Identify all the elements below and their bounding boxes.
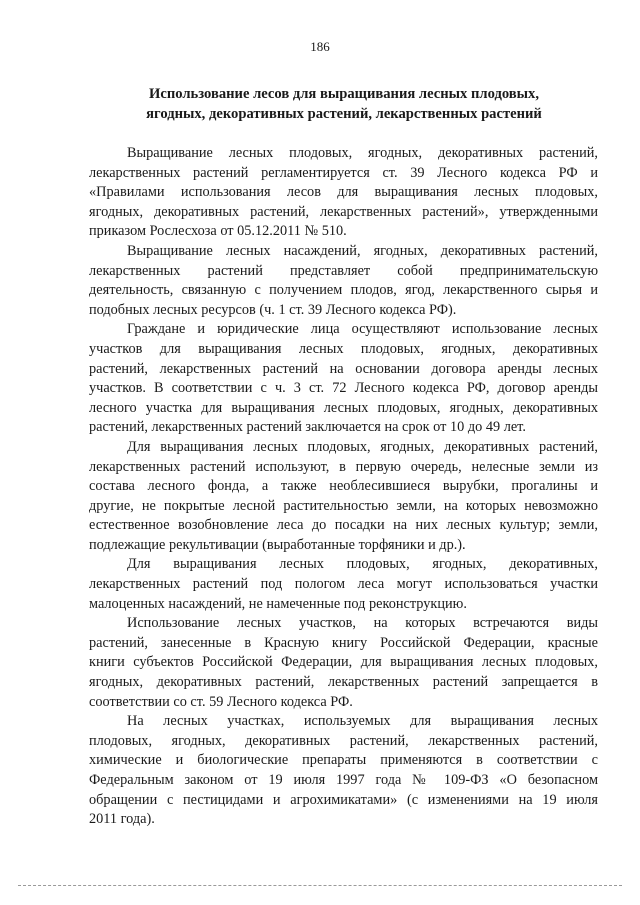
text-line: Для выращивания лесных плодовых, ягодных, декоративных, [127, 556, 598, 573]
paragraph [89, 614, 598, 712]
text-line: подлежащие рекультивации (выработанные торфяники и др.). [89, 536, 466, 553]
text-line: ягодных, декоративных растений, лекарственных растений запрещается в [89, 674, 598, 691]
text-line: На лесных участках, используемых для выращивания лесных [127, 713, 598, 730]
text-line: лесного участка для выращивания лесных плодовых, ягодных, декоративных [89, 399, 598, 416]
paragraph [89, 320, 598, 438]
text-line: 2011 года). [89, 811, 155, 828]
text-line: лекарственных растений представляет собой предпринимательскую [89, 262, 598, 279]
text-line: Для выращивания лесных плодовых, ягодных, декоративных растений, [127, 438, 598, 455]
text-line: Выращивание лесных насаждений, ягодных, декоративных растений, [127, 242, 598, 259]
paragraph [89, 712, 598, 830]
text-line: участков. В соответствии с ч. 3 ст. 72 Лесного кодекса РФ, договор аренды [89, 380, 598, 397]
text-line: растений, лекарственных растений заключается на срок от 10 до 49 лет. [89, 419, 526, 436]
text-line: естественное возобновление леса до посадки на них лесных культур; земли, [89, 517, 598, 534]
text-line: Федеральным законом от 19 июля 1997 года № 109-ФЗ «О безопасном [89, 772, 598, 788]
paragraph [89, 242, 598, 320]
text-line: другие, не покрытые лесной растительностью земли, на которых невозможно [89, 497, 598, 514]
text-line: растений, лекарственных растений на основании договора аренды лесных [89, 360, 598, 377]
text-line: приказом Рослесхоза от 05.12.2011 № 510. [89, 223, 347, 240]
text-line: лекарственных растений под пологом леса могут использоваться участки [89, 576, 598, 593]
paragraph [89, 144, 598, 242]
text-line: лекарственных растений используют, в первую очередь, нелесные земли из [89, 458, 598, 475]
text-line: обращении с пестицидами и агрохимикатами» (с изменениями на 19 июля [89, 791, 598, 808]
text-line: участков для выращивания лесных плодовых, ягодных, декоративных [89, 340, 598, 357]
text-line: растений, занесенные в Красную книгу Российской Федерации, красные [89, 634, 598, 651]
text-line: Использование лесных участков, на которых встречаются виды [127, 615, 598, 632]
section-title-line: ягодных, декоративных растений, лекарственных растений [146, 106, 542, 122]
section-title [90, 84, 598, 124]
text-line: химические и биологические препараты применяются в соответствии с [89, 752, 598, 769]
scan-edge-rule [18, 885, 622, 886]
text-line: подобных лесных ресурсов (ч. 1 ст. 39 Лесного кодекса РФ). [89, 301, 457, 318]
text-line: плодовых, ягодных, декоративных растений, лекарственных растений, [89, 732, 598, 749]
text-line: деятельность, связанную с получением плодов, ягод, лекарственного сырья и [89, 282, 598, 299]
paragraph [89, 438, 598, 556]
text-line: лекарственных растений регламентируется ст. 39 Лесного кодекса РФ и [89, 164, 598, 181]
paragraph [89, 555, 598, 614]
section-title-line: Использование лесов для выращивания лесных плодовых, [148, 86, 539, 102]
text-line: Выращивание лесных плодовых, ягодных, декоративных растений, [127, 145, 598, 161]
text-line: состава лесного фонда, а также необлесившиеся вырубки, прогалины и [89, 478, 598, 495]
page-number: 186 [310, 39, 330, 54]
text-line: ягодных, декоративных растений, лекарственных растений», утвержденными [89, 203, 598, 220]
text-line: малоценных насаждений, не намеченные под реконструкцию. [89, 595, 467, 612]
text-line: Граждане и юридические лица осуществляют использование лесных [127, 321, 598, 338]
text-line: соответствии со ст. 59 Лесного кодекса РФ. [89, 693, 353, 710]
body-text [89, 144, 598, 830]
text-line: книги субъектов Российской Федерации, для выращивания лесных плодовых, [89, 654, 598, 671]
text-line: «Правилами использования лесов для выращивания лесных плодовых, [89, 184, 598, 201]
